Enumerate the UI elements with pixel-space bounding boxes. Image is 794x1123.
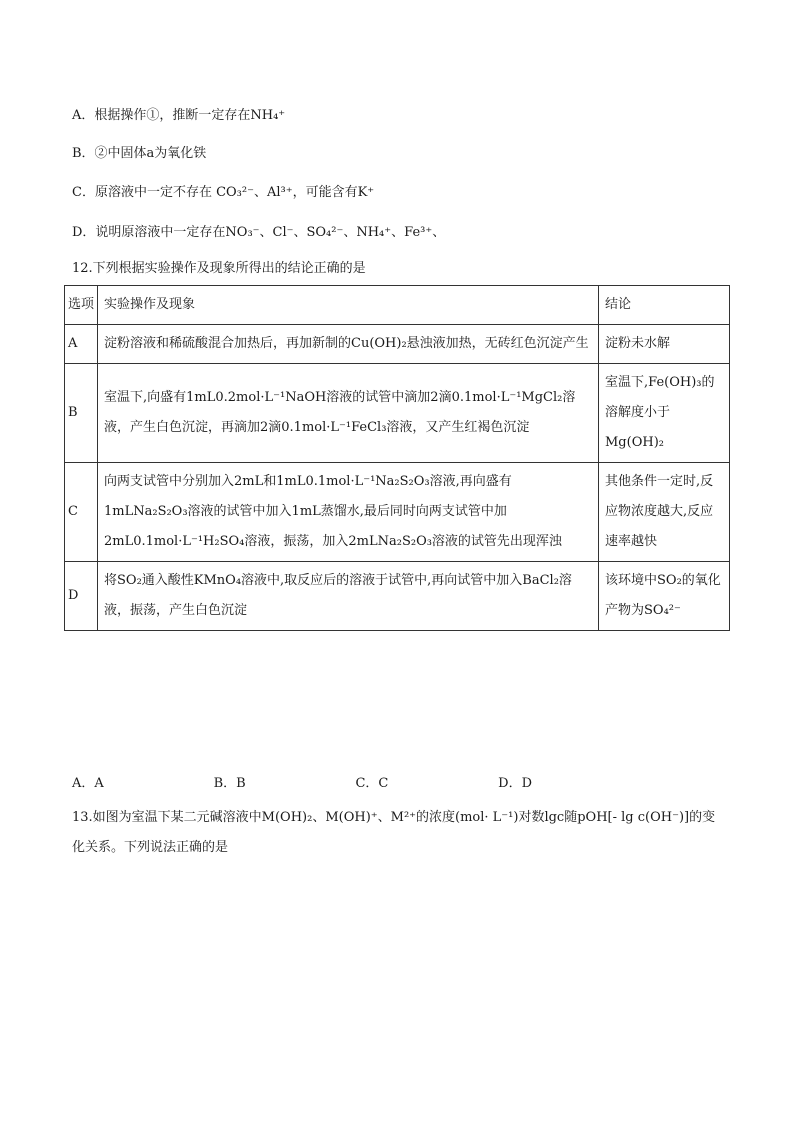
option-c: C．原溶液中一定不存在 CO₃²⁻、Al³⁺，可能含有K⁺ [72, 185, 375, 200]
option-a: A．根据操作①，推断一定存在NH₄⁺ [72, 108, 286, 123]
header-option: 选项 [65, 286, 98, 325]
row-conclusion: 淀粉未水解 [599, 325, 730, 364]
row-option: D [65, 562, 98, 631]
question-12-stem: 12.下列根据实验操作及现象所得出的结论正确的是 [72, 261, 366, 276]
table-row [65, 562, 730, 631]
row-operation: 室温下,向盛有1mL0.2mol·L⁻¹NaOH溶液的试管中滴加2滴0.1mol·L⁻¹MgCl₂溶液，产生白色沉淀，再滴加2滴0.1mol·L⁻¹FeCl₃溶液，又产生红褐色沉淀 [98, 364, 599, 463]
row-operation: 向两支试管中分别加入2mL和1mL0.1mol·L⁻¹Na₂S₂O₃溶液,再向盛有1mLNa₂S₂O₃溶液的试管中加入1mL蒸馏水,最后同时向两支试管中加2mL0.1mol·L⁻¹H₂SO₄溶液，振荡，加入2mLNa₂S₂O₃溶液的试管先出现浑浊 [98, 463, 599, 562]
answer-choice-b: B．B [213, 776, 246, 791]
answer-choice-c: C．C [355, 776, 389, 791]
row-conclusion: 其他条件一定时,反应物浓度越大,反应速率越快 [599, 463, 730, 562]
question-13-stem: 13.如图为室温下某二元碱溶液中M(OH)₂、M(OH)⁺、M²⁺的浓度(mol· L⁻¹)对数lgc随pOH[- lg c(OH⁻)]的变化关系。下列说法正确的是 [72, 810, 716, 855]
table-row [65, 325, 730, 364]
option-b: B．②中固体a为氧化铁 [72, 146, 207, 161]
row-conclusion: 该环境中SO₂的氧化产物为SO₄²⁻ [599, 562, 730, 631]
header-operation: 实验操作及现象 [98, 286, 599, 325]
table-header-row [65, 286, 730, 325]
row-option: B [65, 364, 98, 463]
row-option: C [65, 463, 98, 562]
row-operation: 将SO₂通入酸性KMnO₄溶液中,取反应后的溶液于试管中,再向试管中加入BaCl₂溶液，振荡，产生白色沉淀 [98, 562, 599, 631]
table-row [65, 364, 730, 463]
option-d: D．说明原溶液中一定存在NO₃⁻、Cl⁻、SO₄²⁻、NH₄⁺、Fe³⁺、 [72, 225, 446, 240]
row-conclusion: 室温下,Fe(OH)₃的溶解度小于Mg(OH)₂ [599, 364, 730, 463]
table-row [65, 463, 730, 562]
header-conclusion: 结论 [599, 286, 730, 325]
answer-choice-d: D．D [498, 776, 532, 791]
row-operation: 淀粉溶液和稀硫酸混合加热后，再加新制的Cu(OH)₂悬浊液加热，无砖红色沉淀产生 [98, 325, 599, 364]
answer-choice-a: A．A [72, 776, 104, 791]
answer-choices [72, 772, 532, 791]
row-option: A [65, 325, 98, 364]
experiment-table [64, 285, 730, 631]
